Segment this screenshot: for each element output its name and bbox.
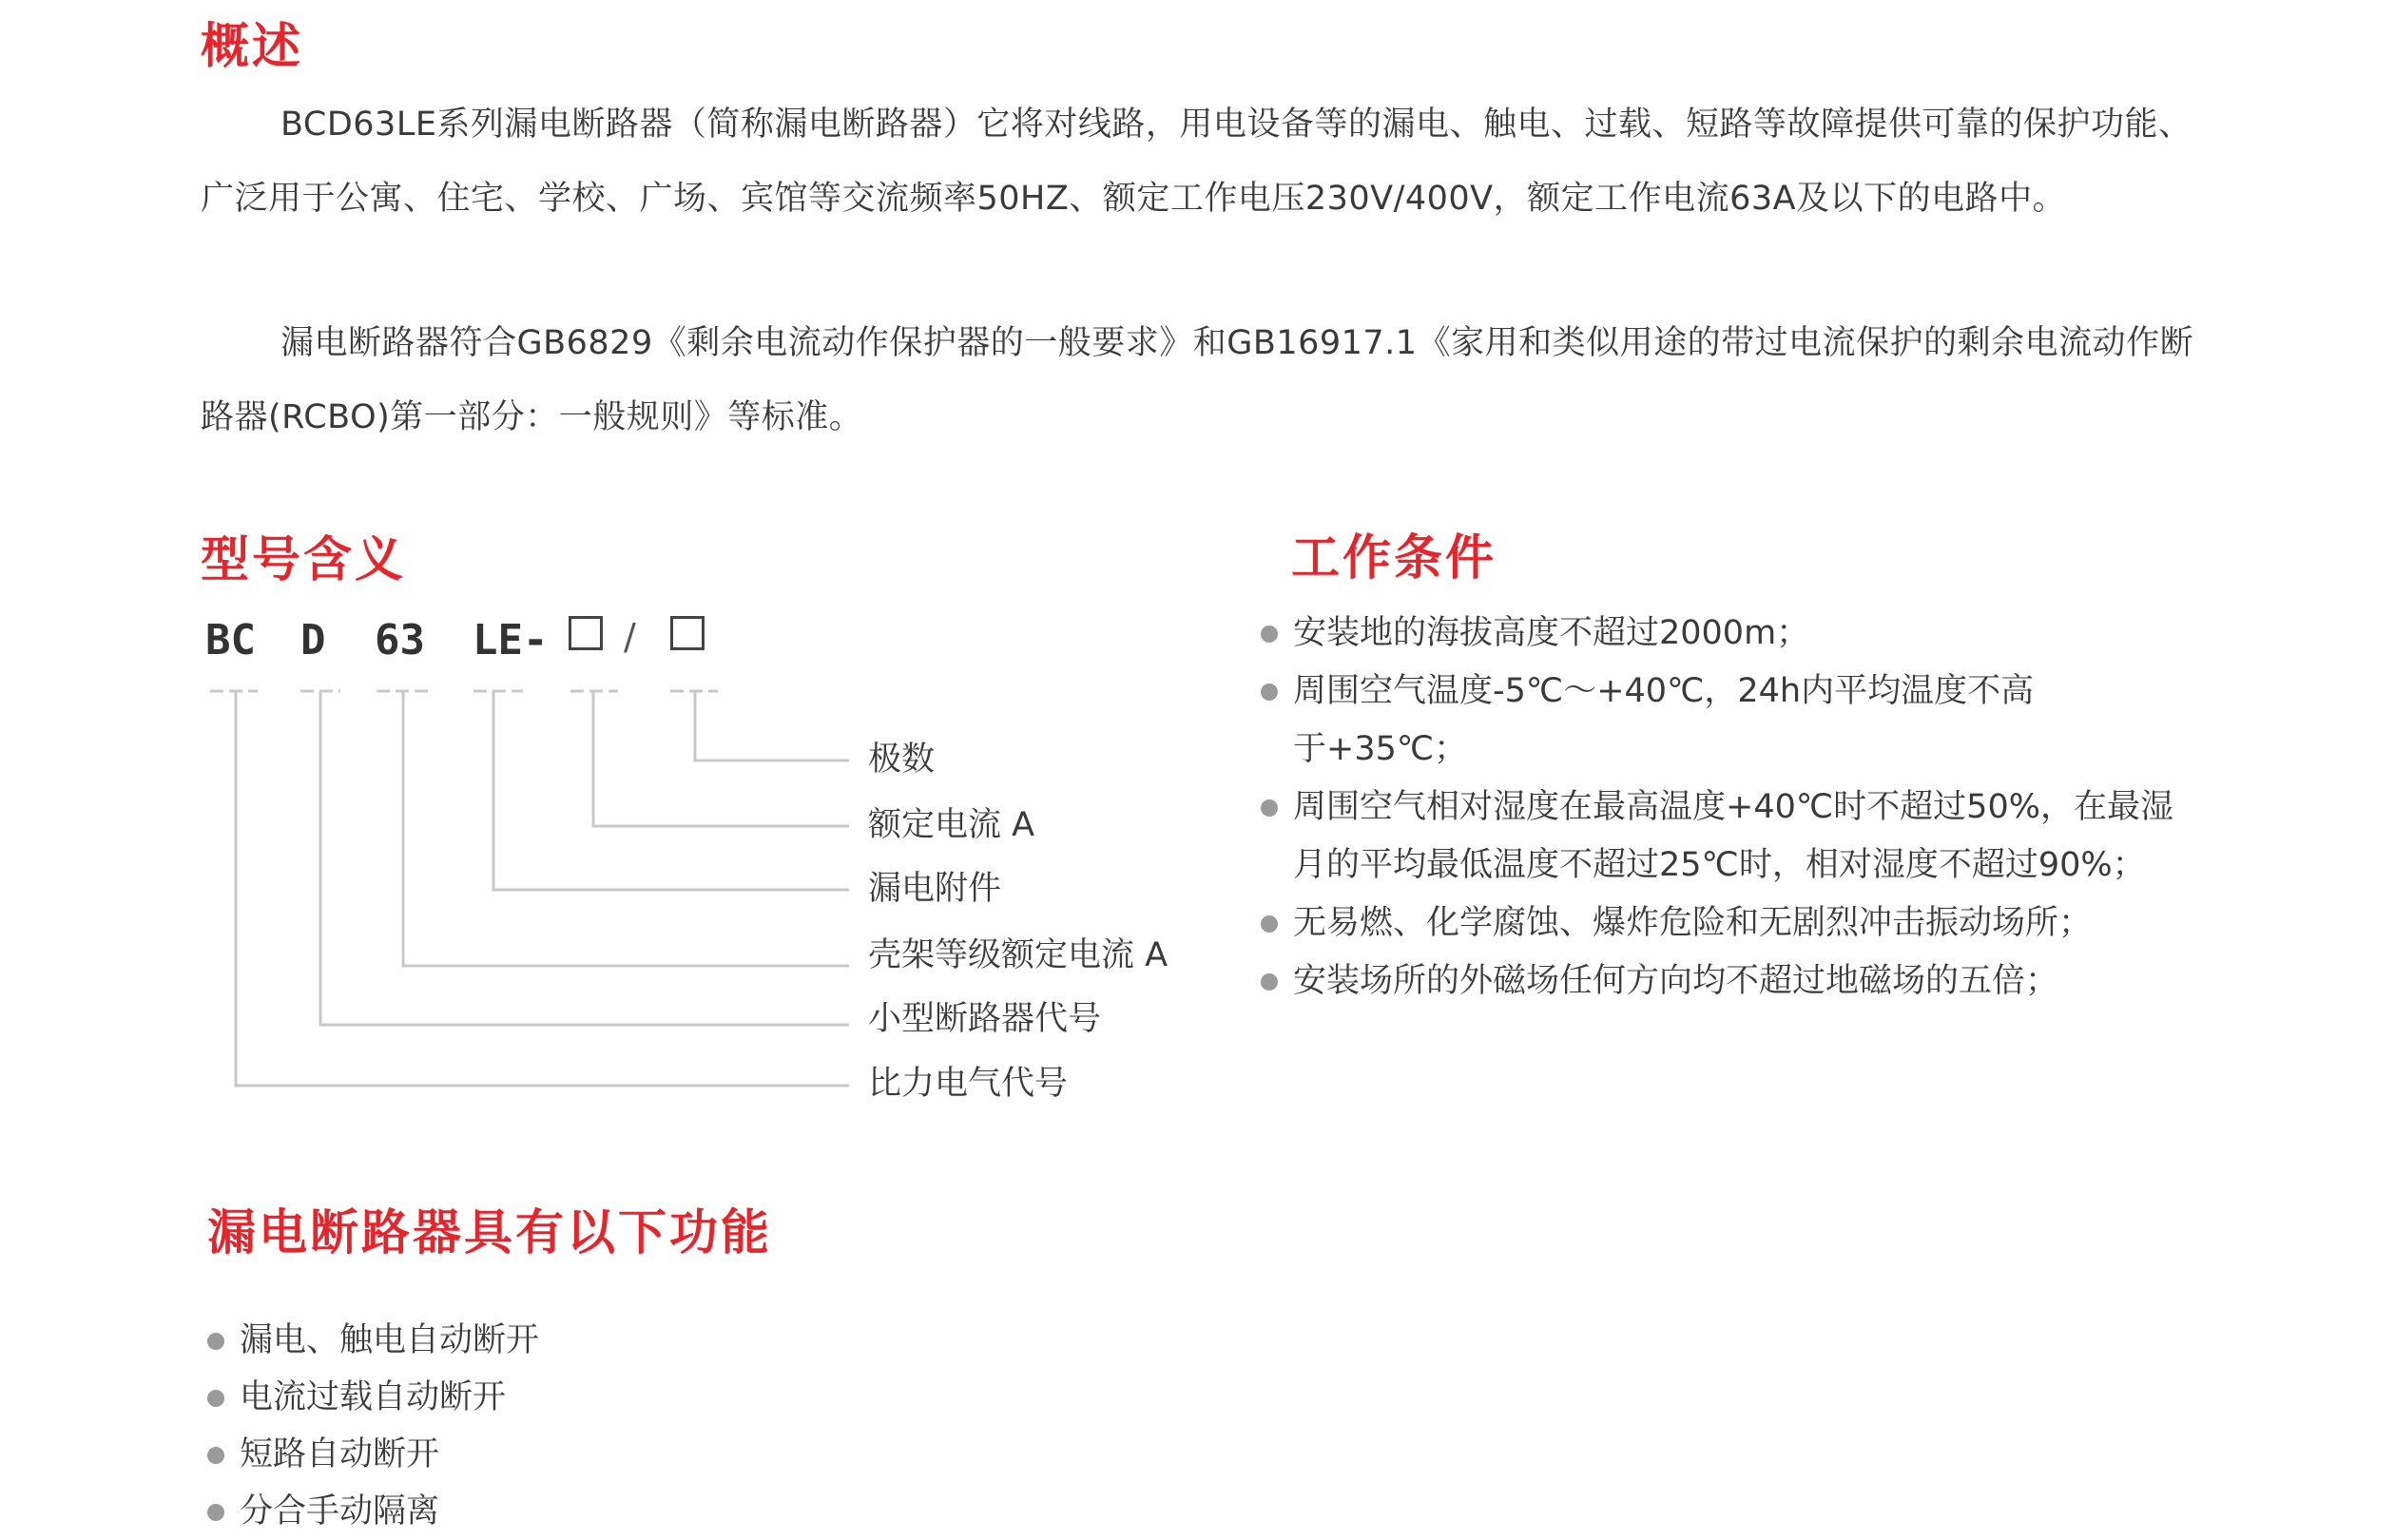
condition-text: 无易燃、化学腐蚀、爆炸危险和无剧烈冲击振动场所； — [1293, 904, 2093, 942]
condition-text: 安装地的海拔高度不超过2000m； — [1293, 614, 1810, 652]
functions-heading: 漏电断路器具有以下功能 — [207, 1205, 773, 1261]
overview-paragraph-1: BCD63LE系列漏电断路器（简称漏电断路器）它将对线路，用电设备等的漏电、触电、过载、短路等故障提供可靠的保护功能、广泛用于公寓、住宅、学校、广场、宾馆等交流频率50HZ、额定工作电压230V/400V，额定工作电流63A及以下的电路中。 — [201, 106, 2192, 218]
label-rated-current: 额定电流 A — [868, 806, 1035, 844]
function-item — [207, 1369, 539, 1426]
label-frame-rated-current: 壳架等级额定电流 A — [868, 936, 1169, 974]
function-text: 漏电、触电自动断开 — [240, 1321, 540, 1359]
model-code-leakage: LE- — [473, 616, 549, 664]
overview-paragraph-2: 漏电断路器符合GB6829《剩余电流动作保护器的一般要求》和GB16917.1《家用和类似用途的带过电流保护的剩余电流动作断路器(RCBO)第一部分：一般规则》等标准。 — [201, 324, 2194, 436]
condition-item-continuation — [1261, 721, 2173, 779]
function-item — [207, 1312, 539, 1369]
condition-item — [1261, 779, 2173, 837]
model-code-brand: BC — [205, 616, 256, 664]
functions-list — [207, 1312, 539, 1540]
condition-text: 于+35℃； — [1293, 730, 1468, 768]
condition-item — [1261, 663, 2173, 721]
conditions-heading: 工作条件 — [1291, 530, 1497, 587]
conditions-list — [1261, 605, 2173, 1011]
condition-text: 月的平均最低温度不超过25℃时，相对湿度不超过90%； — [1293, 846, 2146, 884]
condition-item — [1261, 953, 2173, 1011]
model-code-slash: / — [624, 616, 636, 658]
function-item — [207, 1426, 539, 1483]
label-brand-code: 比力电气代号 — [868, 1065, 1069, 1103]
condition-item — [1261, 605, 2173, 663]
function-text: 电流过载自动断开 — [240, 1378, 507, 1416]
label-poles: 极数 — [868, 741, 936, 779]
function-item — [207, 1483, 539, 1540]
condition-item-continuation — [1261, 837, 2173, 895]
condition-item — [1261, 895, 2173, 953]
model-code-type: D — [300, 616, 326, 664]
label-mcb-code: 小型断路器代号 — [868, 1000, 1102, 1038]
model-code-frame: 63 — [375, 616, 425, 664]
condition-text: 周围空气温度-5℃～+40℃，24h内平均温度不高 — [1293, 672, 2035, 710]
function-text: 分合手动隔离 — [240, 1492, 440, 1530]
label-leakage-accessory: 漏电附件 — [868, 870, 1002, 908]
condition-text: 安装场所的外磁场任何方向均不超过地磁场的五倍； — [1293, 962, 2059, 1000]
overview-heading: 概述 — [201, 19, 304, 75]
model-heading: 型号含义 — [201, 532, 407, 588]
condition-text: 周围空气相对湿度在最高温度+40℃时不超过50%，在最湿 — [1293, 788, 2173, 826]
function-text: 短路自动断开 — [240, 1435, 440, 1473]
